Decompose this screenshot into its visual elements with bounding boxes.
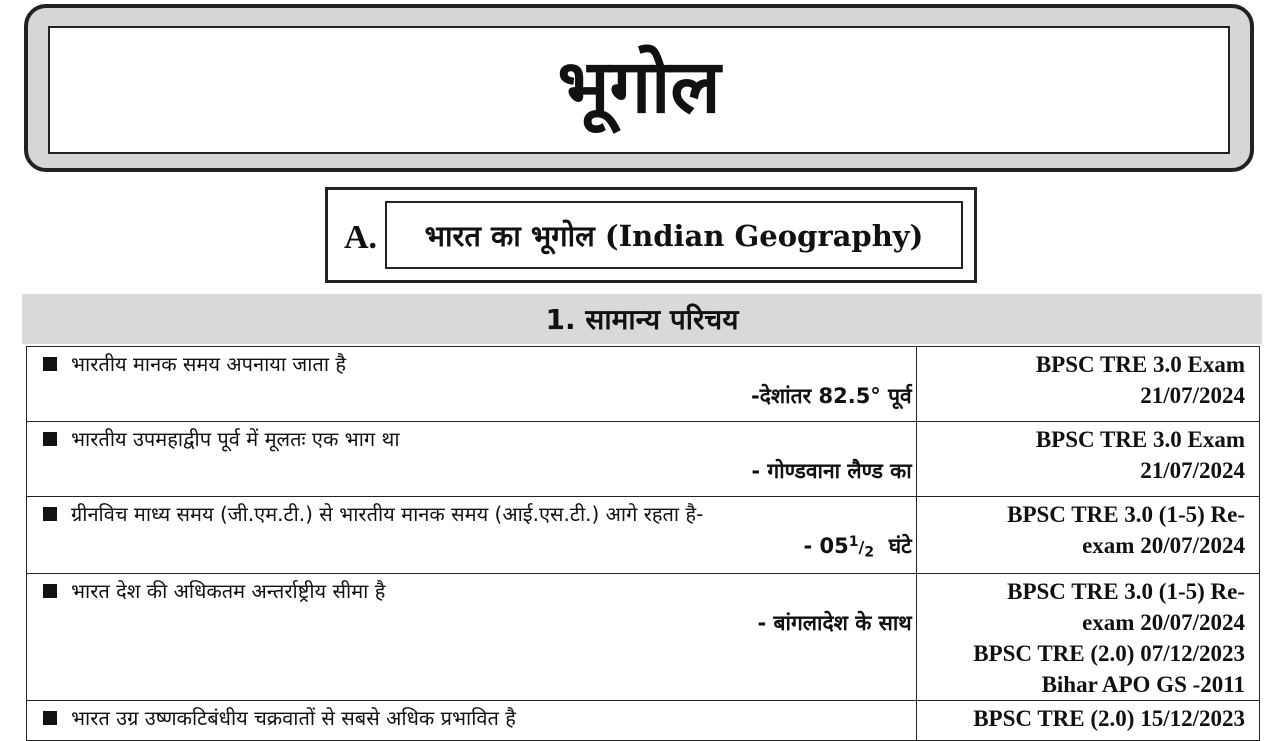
question-cell (27, 422, 917, 497)
half-fraction: $^1/_2$ (848, 533, 875, 561)
fraction-denominator: 2 (864, 544, 875, 561)
source-line: 21/07/2024 (1140, 458, 1245, 483)
table-row (27, 497, 1260, 574)
table-row (27, 422, 1260, 497)
source-line: exam 20/07/2024 (1082, 533, 1245, 558)
source-line: BPSC TRE 3.0 (1-5) Re- (1007, 579, 1245, 604)
square-bullet-icon (43, 711, 57, 725)
source-cell (916, 701, 1259, 741)
square-bullet-icon (43, 432, 57, 446)
question-text: भारतीय उपमहाद्वीप पूर्व में मूलतः एक भाग था (71, 427, 400, 451)
section-heading-box (325, 187, 977, 283)
page-title: भूगोल (557, 44, 721, 130)
answer-text: - बांगलादेश के साथ (757, 611, 912, 635)
source-cell (916, 574, 1259, 701)
source-line: BPSC TRE (2.0) 15/12/2023 (973, 706, 1245, 731)
square-bullet-icon (43, 507, 57, 521)
subsection-band (22, 294, 1262, 344)
square-bullet-icon (43, 584, 57, 598)
question-cell (27, 574, 917, 701)
source-cell (916, 347, 1259, 422)
question-text: भारत देश की अधिकतम अन्तर्राष्ट्रीय सीमा है (71, 579, 386, 603)
answer-prefix: - 05 (803, 534, 849, 558)
source-line: BPSC TRE (2.0) 07/12/2023 (973, 641, 1245, 666)
table-row (27, 701, 1260, 741)
source-line: BPSC TRE 3.0 (1-5) Re- (1007, 502, 1245, 527)
source-cell (916, 422, 1259, 497)
answer-text: -देशांतर 82.5° पूर्व (751, 384, 912, 408)
source-line: BPSC TRE 3.0 Exam (1035, 352, 1245, 377)
question-cell (27, 497, 917, 574)
table-row (27, 347, 1260, 422)
question-text: भारतीय मानक समय अपनाया जाता है (71, 352, 346, 376)
question-text: भारत उग्र उष्णकटिबंधीय चक्रवातों से सबसे अधिक प्रभावित है (71, 706, 516, 730)
question-text: ग्रीनविच माध्य समय (जी.एम.टी.) से भारतीय मानक समय (आई.एस.टी.) आगे रहता है- (71, 502, 704, 526)
title-frame (24, 4, 1254, 172)
answer-text (27, 527, 916, 565)
title-box (48, 26, 1230, 154)
subsection-title: 1. सामान्य परिचय (545, 303, 739, 336)
source-line: BPSC TRE 3.0 Exam (1035, 427, 1245, 452)
question-cell (27, 701, 917, 741)
square-bullet-icon (43, 357, 57, 371)
section-letter: A. (344, 219, 378, 256)
source-line: exam 20/07/2024 (1082, 610, 1245, 635)
question-table (26, 346, 1260, 741)
question-cell (27, 347, 917, 422)
source-line: Bihar APO GS -2011 (1041, 672, 1245, 697)
fraction-numerator: 1 (848, 533, 859, 550)
answer-suffix: घंटे (888, 534, 912, 558)
answer-text: - गोण्डवाना लैण्ड का (751, 459, 912, 483)
section-title: भारत का भूगोल (Indian Geography) (424, 218, 924, 253)
source-cell (916, 497, 1259, 574)
source-line: 21/07/2024 (1140, 383, 1245, 408)
section-title-box (385, 201, 963, 269)
table-row (27, 574, 1260, 701)
